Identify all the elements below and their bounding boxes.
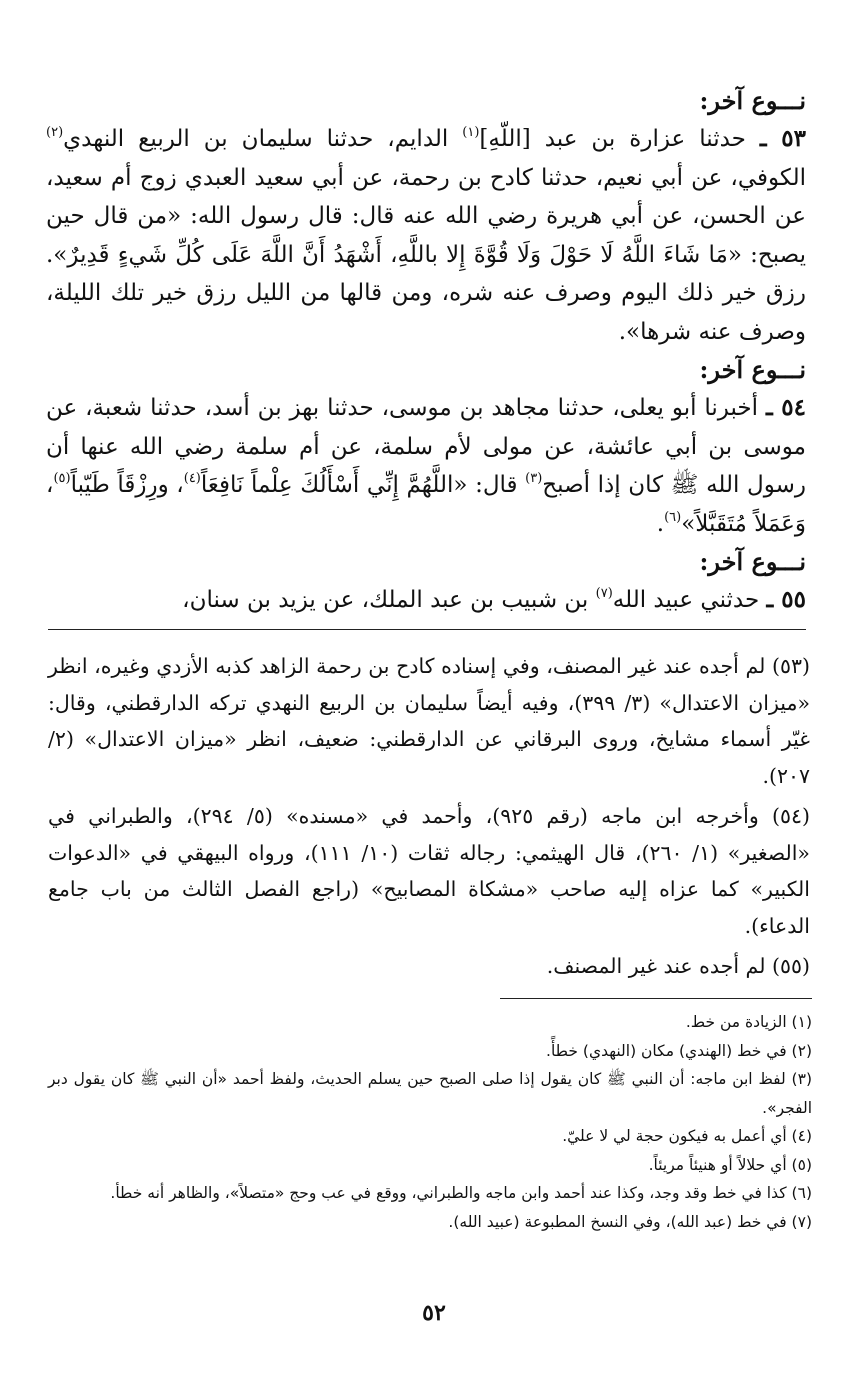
footnotes <box>48 1008 812 1236</box>
hadith-number: ٥٥ ـ <box>766 586 806 613</box>
footnote-ref[interactable]: (٥) <box>53 471 71 486</box>
page-number: ٥٢ <box>422 1300 446 1326</box>
section-heading-54: نـــوع آخر: <box>699 355 806 384</box>
hadith-text: ، وَعَمَلاً مُتَقَبَّلاً» <box>46 472 806 537</box>
footnote-ref[interactable]: (٢) <box>46 125 64 140</box>
hadith-text: قال: «اللَّهُمَّ إِنِّي أَسْأَلُكَ عِلْماً نَافِعَاً <box>200 472 526 498</box>
footnote-2: (٢) في خط (الهندي) مكان (النهدي) خطأً. <box>546 1041 812 1060</box>
hadith-53 <box>46 120 806 351</box>
footnote-ref[interactable]: (٣) <box>525 471 543 486</box>
hadith-text: حدثني عبيد الله <box>612 587 767 613</box>
footnote-ref[interactable]: (١) <box>462 125 480 140</box>
footnote-4: (٤) أي أعمل به فيكون حجة لي لا عليّ. <box>562 1127 812 1145</box>
hadith-number: ٥٤ ـ <box>765 394 806 421</box>
hadith-text: الدايم، حدثنا سليمان بن الربيع النهدي <box>63 126 463 152</box>
hadith-text: حدثنا عزارة بن عبد [اللّهِ] <box>479 126 760 152</box>
footnote-3: (٣) لفظ ابن ماجه: أن النبي ﷺ كان يقول إذا صلى الصبح حين يسلم الحديث، ولفظ أحمد «أن النبي ﷺ كان يقول دبر الفجر». <box>48 1070 812 1117</box>
hadith-55 <box>46 581 806 620</box>
footnotes-divider <box>500 998 812 999</box>
footnote-6: (٦) كذا في خط وقد وجد، وكذا عند أحمد وابن ماجه والطبراني، ووقع في عب وحج «متصلاً»، والظاهر أنه خطأ. <box>110 1184 812 1202</box>
footnote-5: (٥) أي حلالاً أو هنيئاً مريئاً. <box>648 1155 812 1174</box>
main-text <box>46 82 806 620</box>
footnote-ref[interactable]: (٦) <box>664 509 682 525</box>
hadith-text: . <box>656 510 665 537</box>
footnote-ref[interactable]: (٧) <box>595 586 613 601</box>
section-heading-55: نـــوع آخر: <box>699 547 806 576</box>
hadith-text: أخبرنا أبو يعلى، حدثنا مجاهد بن موسى، حدثنا بهز بن أسد، حدثنا شعبة، عن موسى بن أبي عائشة، عن مولى لأم سلمة، عن أم سلمة رضي الله عنها أن رسول الله ﷺ كان إذا أصبح <box>46 395 806 498</box>
hadith-text: ، ورِزْقَاً طَيّباً <box>70 472 184 498</box>
notes-divider <box>48 629 806 630</box>
hadith-text: بن شبيب بن عبد الملك، عن يزيد بن سنان، <box>182 587 596 613</box>
takhrij-notes <box>48 648 810 989</box>
section-heading-53: نـــوع آخر: <box>699 86 806 115</box>
hadith-54 <box>46 389 806 543</box>
footnote-7: (٧) في خط (عبد الله)، وفي النسخ المطبوعة (عبيد الله). <box>448 1212 812 1231</box>
hadith-text: الكوفي، عن أبي نعيم، حدثنا كادح بن رحمة، عن أبي سعيد العبدي زوج أم سعيد، عن الحسن، عن أبي هريرة رضي الله عنه قال: قال رسول الله: «من قال حين يصبح: «مَا شَاءَ اللَّهُ لَا حَوْلَ وَلَا قُوَّةَ إِلا باللَّهِ، أَشْهَدُ أَنَّ اللَّهَ عَلَى كُلِّ شَيءٍ قَدِيرٌ». رزق خير ذلك اليوم وصرف عنه شره، ومن قالها من الليل رزق خير تلك الليلة، وصرف عنه شرها». <box>46 164 806 345</box>
hadith-number: ٥٣ ـ <box>759 125 807 152</box>
note-55: (٥٥) لم أجده عند غير المصنف. <box>546 954 810 978</box>
note-54: (٥٤) وأخرجه ابن ماجه (رقم ٩٢٥)، وأحمد في «مسنده» (٥/ ٢٩٤)، والطبراني في «الصغير» (١/ ٢٦٠)، قال الهيثمي: رجاله ثقات (١٠/ ١١١)، ورواه البيهقي في «الدعوات الكبير» كما عزاه إليه صاحب «مشكاة المصابيح» (راجع الفصل الثالث من باب جامع الدعاء). <box>48 804 810 938</box>
footnote-1: (١) الزيادة من خط. <box>685 1013 812 1031</box>
footnote-ref[interactable]: (٤) <box>183 471 201 486</box>
note-53: (٥٣) لم أجده عند غير المصنف، وفي إسناده كادح بن رحمة الزاهد كذبه الأزدي وغيره، انظر «ميزان الاعتدال» (٣/ ٣٩٩)، وفيه أيضاً سليمان بن الربيع النهدي تركه الدارقطني، وقال: غيّر أسماء مشايخ، وروى البرقاني عن الدارقطني: ضعيف، انظر «ميزان الاعتدال» (٢/ ٢٠٧). <box>48 654 810 788</box>
